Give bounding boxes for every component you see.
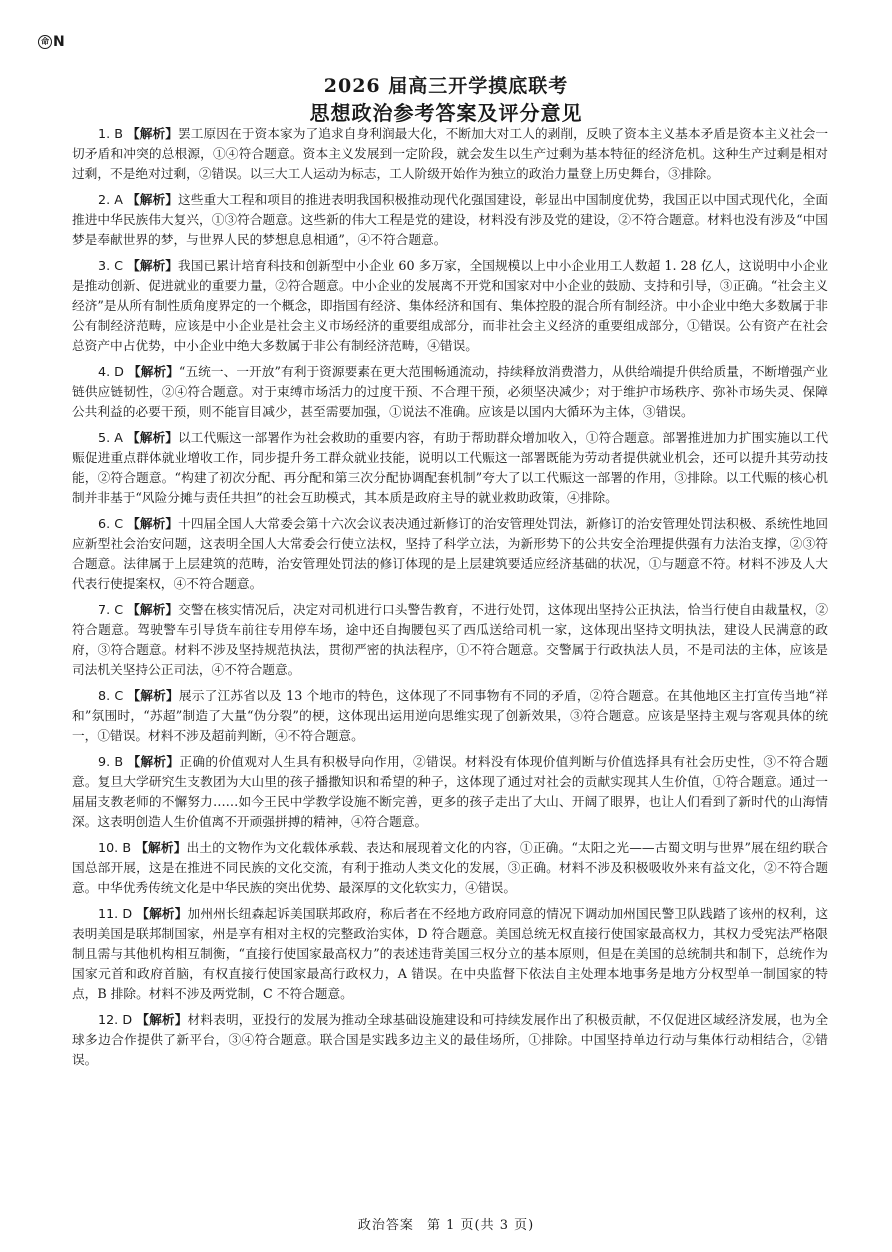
- answer-number: 4. D: [98, 364, 124, 379]
- answer-number: 5. A: [98, 430, 123, 445]
- answer-number: 10. B: [98, 840, 132, 855]
- analysis-tag: 【解析】: [127, 754, 180, 769]
- exam-title: 2026 届高三开学摸底联考: [323, 75, 569, 97]
- answer-item-3: [72, 256, 828, 356]
- footer-subject: 政治答案: [357, 1218, 414, 1233]
- answer-text: 以工代赈这一部署作为社会救助的重要内容，有助于帮助群众增加收入，①符合题意。部署推进加力扩围实施以工代赈促进重点群体就业增收工作，同步提升务工群众就业技能，说明以工代赈这一部署既能为劳动者提供就业机会，还可以提升其劳动技能，②符合题意。“构建了初次分配、再分配和第三次分配协调配套机制”夸大了以工代赈这一部署的作用，③排除。以工代赈的核心机制并非基于“风险分摊与责任共担”的社会互助模式，其本质是政府主导的就业救助政策，④排除。: [72, 430, 829, 505]
- answer-number: 12. D: [98, 1012, 133, 1027]
- analysis-tag: 【解析】: [127, 516, 179, 531]
- answer-item-9: [72, 752, 828, 832]
- answer-number: 11. D: [98, 906, 133, 921]
- answer-list: [72, 124, 828, 1076]
- answer-text: 加州州长纽森起诉美国联邦政府，称后者在不经地方政府同意的情况下调动加州国民警卫队践踏了该州的权利，这表明美国是联邦制国家，州是享有相对主权的完整政治实体，D 符合题意。美国总统无权直接行使国家最高权力，其权力受宪法严格限制且需与其他机构相互制衡，“直接行使国家最高权力”的表述违背美国三权分立的基本原则，但是在美国的总统制共和制下，总统作为国家元首和政府首脑，有权直接行使国家最高行政权力，A 错误。在中央监督下依法自主处理本地事务是地方分权型单一制国家的特点，B 排除。材料不涉及两党制，C 不符合题意。: [72, 906, 829, 1001]
- answer-text: 十四届全国人大常委会第十六次会议表决通过新修订的治安管理处罚法，新修订的治安管理处罚法积极、系统性地回应新型社会治安问题，这表明全国人大常委会行使立法权，坚持了科学立法，为新形势下的公共安全治理提供强有力法治支撑，②③符合题意。法律属于上层建筑的范畴，治安管理处罚法的修订体现的是上层建筑要适应经济基础的状况，①与题意不符。材料不涉及人大代表行使提案权，④不符合题意。: [72, 516, 829, 591]
- footer-page-number: 第 1 页(共 3 页): [426, 1218, 535, 1233]
- answer-number: 9. B: [98, 754, 124, 769]
- answer-number: 6. C: [98, 516, 124, 531]
- corner-mark: [38, 34, 65, 50]
- answer-number: 2. A: [98, 192, 123, 207]
- answer-text: “五统一、一开放”有利于资源要素在更大范围畅通流动，持续释放消费潜力，从供给端提升供给质量，不断增强产业链供应链韧性，②④符合题意。对于束缚市场活力的过度干预、不合理干预，必须坚决减少；对于维护市场秩序、弥补市场失灵、保障公共利益的必要干预，则不能盲目减少，甚至需要加强，①说法不准确。应该是以国内大循环为主体，③错误。: [72, 364, 828, 419]
- answer-item-5: [72, 428, 828, 508]
- analysis-tag: 【解析】: [127, 126, 178, 141]
- analysis-tag: 【解析】: [127, 602, 179, 617]
- analysis-tag: 【解析】: [126, 430, 178, 445]
- answer-item-10: [72, 838, 828, 898]
- answer-item-12: [72, 1010, 828, 1070]
- answer-text: 我国已累计培育科技和创新型中小企业 60 多万家，全国规模以上中小企业用工人数超 1. 28 亿人，这说明中小企业是推动创新、促进就业的重要力量，②符合题意。中小企业的发展离不开党和国家对中小企业的鼓励、支持和引导，③正确。“社会主义经济”是从所有制性质角度界定的一个概念，即指国有经济、集体经济和国有、集体控股的混合所有制经济。中小企业中绝大多数属于非公有制经济范畴，应该是中小企业是社会主义市场经济的重要组成部分，而非社会主义经济的重要组成部分，①错误。公有资产在社会总资产中占优势，中小企业中绝大多数属于非公有制经济范畴，④错误。: [72, 258, 829, 353]
- answer-text: 材料表明，亚投行的发展为推动全球基础设施建设和可持续发展作出了积极贡献，不仅促进区域经济发展，也为全球多边合作提供了新平台，③④符合题意。联合国是实践多边主义的最佳场所，①排除。中国坚持单边行动与集体行动相结合，②错误。: [72, 1012, 829, 1067]
- analysis-tag: 【解析】: [126, 192, 178, 207]
- analysis-tag: 【解析】: [136, 1012, 188, 1027]
- header: [0, 74, 892, 126]
- analysis-tag: 【解析】: [135, 840, 187, 855]
- answer-text: 交警在核实情况后，决定对司机进行口头警告教育，不进行处罚，这体现出坚持公正执法，恰当行使自由裁量权，②符合题意。驾驶警车引导货车前往专用停车场，途中还自掏腰包买了西瓜送给司机一家，这体现出坚持文明执法，建设人民满意的政府，③符合题意。材料不涉及坚持规范执法，贯彻严密的执法程序，①不符合题意。交警属于行政执法人员，不是司法的主体，应该是司法机关坚持公正司法，④不符合题意。: [72, 602, 829, 677]
- seal-icon: 命: [38, 35, 52, 49]
- answer-item-6: [72, 514, 828, 594]
- analysis-tag: 【解析】: [136, 906, 188, 921]
- analysis-tag: 【解析】: [128, 364, 179, 379]
- analysis-tag: 【解析】: [127, 258, 179, 273]
- corner-letter: N: [53, 34, 65, 50]
- answer-item-2: [72, 190, 828, 250]
- answer-text: 罢工原因在于资本家为了追求自身利润最大化，不断加大对工人的剥削，反映了资本主义基本矛盾是资本主义社会一切矛盾和冲突的总根源，①④符合题意。资本主义发展到一定阶段，就会发生以生产过剩为基本特征的经济危机。这种生产过剩是相对过剩，不是绝对过剩，②错误。以三大工人运动为标志，工人阶级开始作为独立的政治力量登上历史舞台，③排除。: [72, 126, 829, 181]
- doc-title: 思想政治参考答案及评分意见: [309, 101, 583, 125]
- page-footer: [0, 1214, 892, 1233]
- answer-text: 正确的价值观对人生具有积极导向作用，②错误。材料没有体现价值判断与价值选择具有社会历史性，③不符合题意。复旦大学研究生支教团为大山里的孩子播撒知识和希望的种子，这体现了通过对社会的贡献实现其人生价值，①符合题意。通过一届届支教老师的不懈努力……如今王民中学教学设施不断完善，更多的孩子走出了大山、开阔了眼界，也让人们看到了新时代的山海情深。这表明创造人生价值离不开顽强拼搏的精神，④符合题意。: [72, 754, 829, 829]
- answer-item-11: [72, 904, 828, 1004]
- answer-number: 7. C: [98, 602, 124, 617]
- answer-text: 出土的文物作为文化载体承载、表达和展现着文化的内容，①正确。“太阳之光——古蜀文明与世界”展在纽约联合国总部开展，这是在推进不同民族的文化交流，有利于推动人类文化的发展，③正确。材料不涉及积极吸收外来有益文化，②不符合题意。中华优秀传统文化是中华民族的突出优势、最深厚的文化软实力，④错误。: [72, 840, 828, 895]
- answer-item-8: [72, 686, 828, 746]
- answer-item-7: [72, 600, 828, 680]
- answer-text: 展示了江苏省以及 13 个地市的特色，这体现了不同事物有不同的矛盾，②符合题意。在其他地区主打宣传当地“祥和”氛围时，“苏超”制造了大量“伪分裂”的梗，这体现出运用逆向思维实现了创新效果，③符合题意。应该是坚持主观与客观具体的统一，①错误。材料不涉及超前判断，④不符合题意。: [72, 688, 828, 743]
- answer-number: 8. C: [98, 688, 124, 703]
- answer-item-1: [72, 124, 828, 184]
- answer-number: 3. C: [98, 258, 124, 273]
- analysis-tag: 【解析】: [127, 688, 179, 703]
- answer-text: 这些重大工程和项目的推进表明我国积极推动现代化强国建设，彰显出中国制度优势，我国正以中国式现代化，全面推进中华民族伟大复兴，①③符合题意。这些新的伟大工程是党的建设，材料没有涉及党的建设，②不符合题意。材料也没有涉及“中国梦是奉献世界的梦，与世界人民的梦想息息相通”，④不符合题意。: [72, 192, 829, 247]
- answer-number: 1. B: [98, 126, 123, 141]
- answer-item-4: [72, 362, 828, 422]
